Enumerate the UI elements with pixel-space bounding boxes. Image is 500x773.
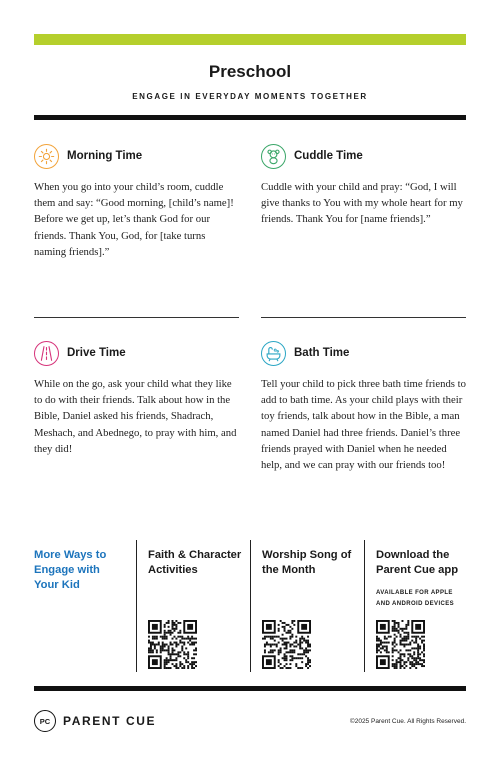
column-divider (250, 540, 251, 672)
moment-card-bath (261, 340, 466, 473)
moment-title: Bath Time (294, 347, 350, 359)
sun-icon (34, 144, 59, 169)
moment-title: Drive Time (67, 347, 126, 359)
app-availability-note: AVAILABLE FOR APPLE AND ANDROID DEVICES (376, 590, 455, 607)
section-divider (34, 317, 239, 318)
teddy-bear-icon (261, 144, 286, 169)
moment-title: Cuddle Time (294, 150, 363, 162)
resource-title-worship-song: Worship Song of the Month (262, 549, 352, 576)
qr-code-worship-song[interactable] (262, 620, 311, 669)
column-divider (364, 540, 365, 672)
footer-divider (34, 686, 466, 691)
moment-title: Morning Time (67, 150, 143, 162)
logo-text: PARENT CUE (63, 714, 157, 728)
page-subtitle: ENGAGE IN EVERYDAY MOMENTS TOGETHER (132, 92, 368, 101)
logo-mark: PC (34, 710, 56, 732)
moment-body: While on the go, ask your child what they like to do with their friends. Talk about how in the Bible, Daniel asked his friends, Shadrach, Meshach, and Abednego, to pray with him, and they did! (34, 378, 237, 455)
moment-card-morning (34, 143, 239, 260)
parent-cue-logo (34, 710, 156, 732)
qr-code-activities[interactable] (148, 620, 197, 669)
section-divider (261, 317, 466, 318)
more-ways-heading: More Ways to Engage with Your Kid (34, 549, 107, 591)
resource-title-activities: Faith & Character Activities (148, 549, 242, 576)
column-divider (136, 540, 137, 672)
qr-code-app[interactable] (376, 620, 425, 669)
moment-card-cuddle (261, 143, 466, 228)
moment-card-drive (34, 340, 239, 457)
moment-body: Cuddle with your child and pray: “God, I will give thanks to You with my whole heart for my friends. Thank You for [name friends].” (261, 181, 463, 226)
moment-body: When you go into your child’s room, cuddle them and say: “Good morning, [child’s name]! Before we get up, let’s thank God for our friends. Thank You, God, for [take turns naming friends].” (34, 181, 234, 258)
copyright-notice: ©2025 Parent Cue. All Rights Reserved. (349, 718, 466, 725)
bathtub-icon (261, 341, 286, 366)
page-title: Preschool (208, 62, 292, 81)
road-icon (34, 341, 59, 366)
accent-bar (34, 34, 466, 45)
resource-title-app: Download the Parent Cue app (376, 549, 459, 576)
moment-body: Tell your child to pick three bath time friends to add to bath time. As your child plays with their toy friends, talk about how in the Bible, a man named Daniel had three friends. Daniel’s three friends prayed with Daniel when he needed help, and we can pray with our friends too! (261, 378, 466, 472)
header-divider (34, 115, 466, 120)
